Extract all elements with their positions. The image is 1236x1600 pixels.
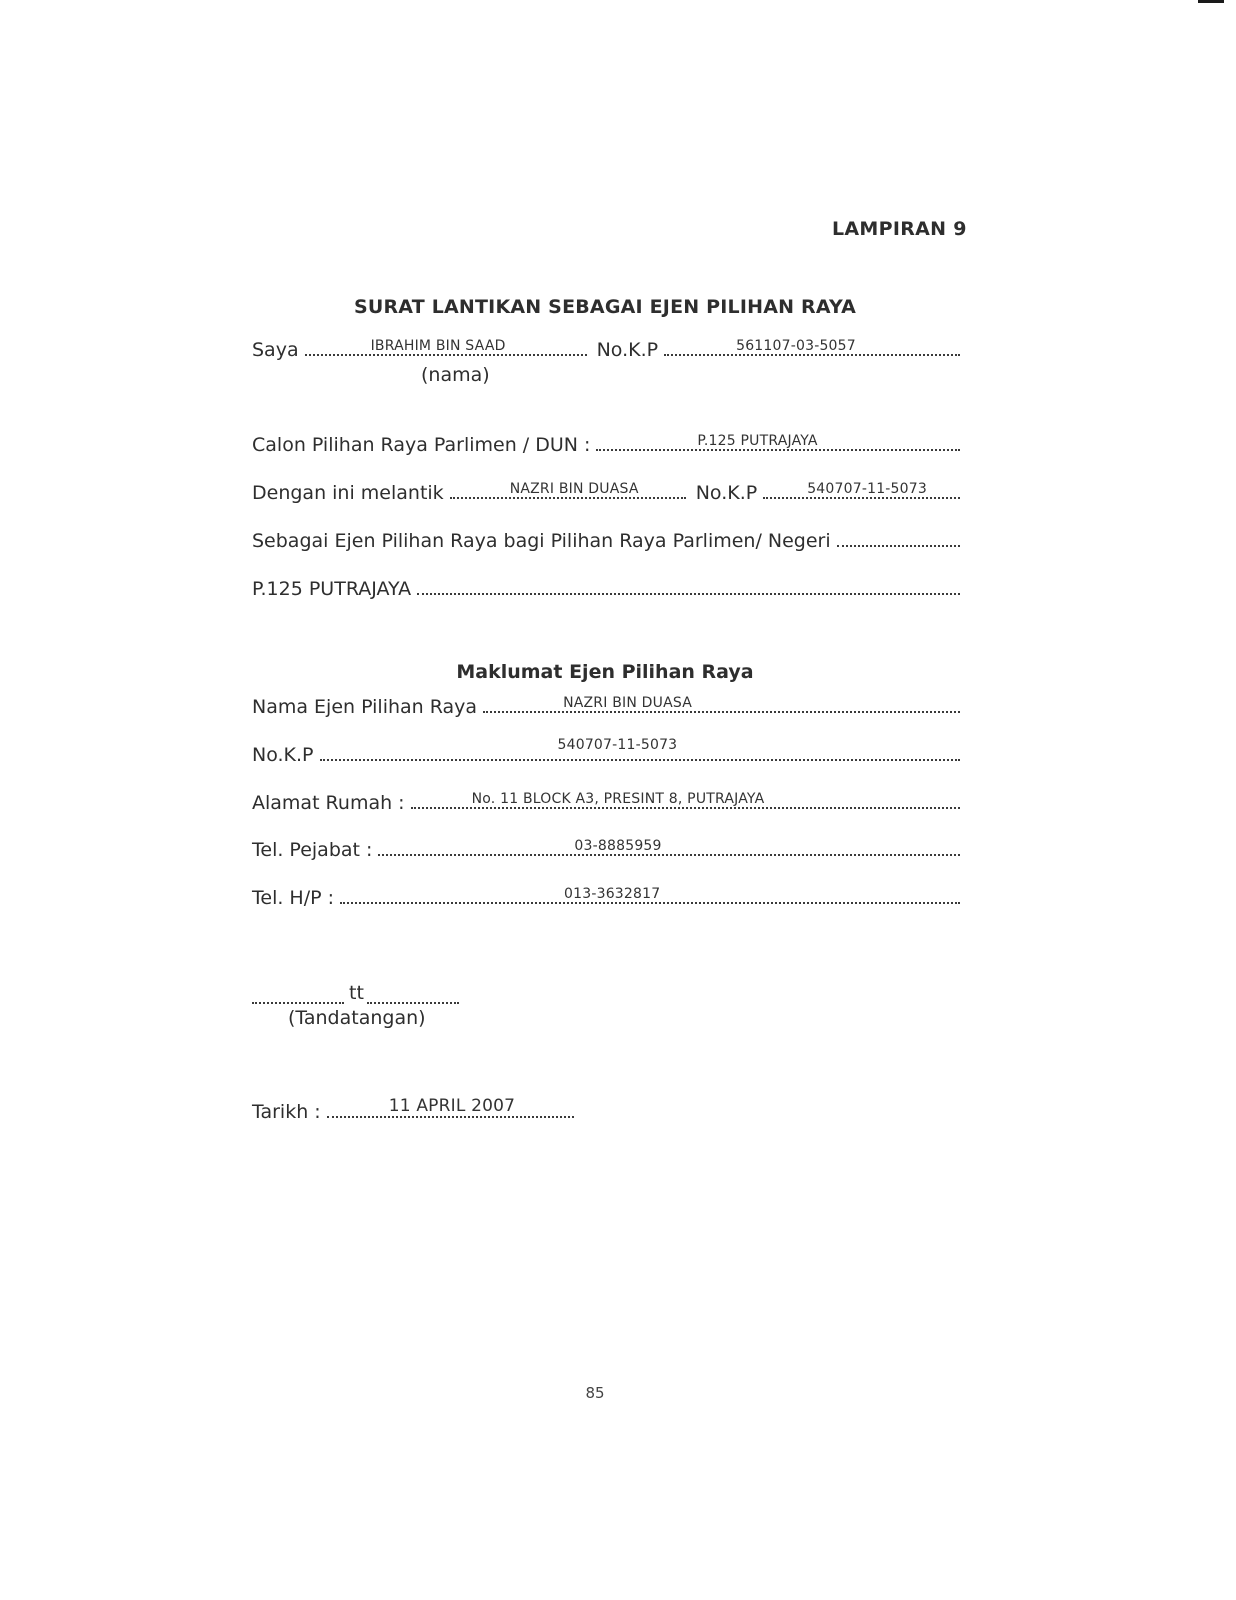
appointer-ic-field[interactable]	[664, 338, 960, 356]
appointee-name-value: NAZRI BIN DUASA	[509, 481, 639, 497]
agent-name-line	[252, 695, 960, 718]
candidate-field[interactable]	[596, 433, 960, 451]
appointment-line	[252, 481, 960, 504]
mobile-label: Tel. H/P :	[252, 887, 335, 909]
appointer-ic-label: No.K.P	[596, 339, 659, 361]
address-line	[252, 791, 960, 814]
address-label: Alamat Rumah :	[252, 792, 405, 814]
appointer-name-value: IBRAHIM BIN SAAD	[370, 338, 506, 354]
annex-label: LAMPIRAN 9	[832, 218, 967, 240]
agent-ic-field[interactable]	[320, 737, 961, 761]
appointee-name-field[interactable]	[450, 481, 686, 499]
date-field[interactable]	[327, 1096, 574, 1118]
appointee-ic-field[interactable]	[763, 481, 960, 499]
as-agent-field[interactable]	[837, 529, 960, 547]
date-label: Tarikh :	[252, 1101, 321, 1123]
mobile-field[interactable]	[340, 886, 960, 904]
constituency-field[interactable]	[417, 577, 960, 595]
candidate-label: Calon Pilihan Raya Parlimen / DUN :	[252, 434, 591, 456]
candidate-value: P.125 PUTRAJAYA	[697, 433, 818, 449]
address-value: No. 11 BLOCK A3, PRESINT 8, PUTRAJAYA	[471, 791, 765, 807]
signature-value: tt	[349, 982, 364, 1004]
corner-scan-mark	[1198, 0, 1224, 3]
agent-ic-label: No.K.P	[252, 744, 314, 766]
appointee-ic-label: No.K.P	[695, 482, 758, 504]
name-caption: (nama)	[421, 364, 490, 386]
date-value: 11 APRIL 2007	[388, 1096, 516, 1116]
as-agent-label: Sebagai Ejen Pilihan Raya bagi Pilihan Raya Parlimen/ Negeri	[252, 530, 831, 552]
appointer-label: Saya	[252, 339, 299, 361]
document-title: SURAT LANTIKAN SEBAGAI EJEN PILIHAN RAYA	[353, 296, 857, 318]
office-tel-label: Tel. Pejabat :	[252, 839, 373, 861]
signature-dots-right	[367, 1002, 459, 1004]
signature-field[interactable]	[252, 982, 462, 1004]
office-tel-line	[252, 838, 960, 861]
address-field[interactable]	[411, 791, 960, 809]
agent-name-label: Nama Ejen Pilihan Raya	[252, 696, 478, 718]
agent-ic-line	[252, 737, 960, 766]
office-tel-field[interactable]	[378, 838, 960, 856]
appointment-label: Dengan ini melantik	[252, 482, 444, 504]
appointer-name-field[interactable]	[305, 338, 587, 356]
candidate-line	[252, 433, 960, 456]
appointee-ic-value: 540707-11-5073	[807, 481, 927, 497]
constituency-line	[252, 577, 960, 600]
appointer-ic-value: 561107-03-5057	[736, 338, 856, 354]
as-agent-line	[252, 529, 960, 552]
signature-dots-left	[252, 1002, 344, 1004]
date-line	[252, 1096, 574, 1123]
appointer-line	[252, 338, 960, 361]
agent-name-value: NAZRI BIN DUASA	[563, 695, 692, 711]
agent-section-title: Maklumat Ejen Pilihan Raya	[456, 661, 754, 683]
agent-ic-value: 540707-11-5073	[557, 737, 678, 753]
agent-name-field[interactable]	[483, 695, 960, 713]
mobile-value: 013-3632817	[564, 886, 661, 902]
page-number: 85	[585, 1384, 605, 1402]
office-tel-value: 03-8885959	[574, 838, 662, 854]
constituency-label: P.125 PUTRAJAYA	[252, 578, 412, 600]
mobile-line	[252, 886, 960, 909]
signature-caption: (Tandatangan)	[288, 1007, 426, 1029]
